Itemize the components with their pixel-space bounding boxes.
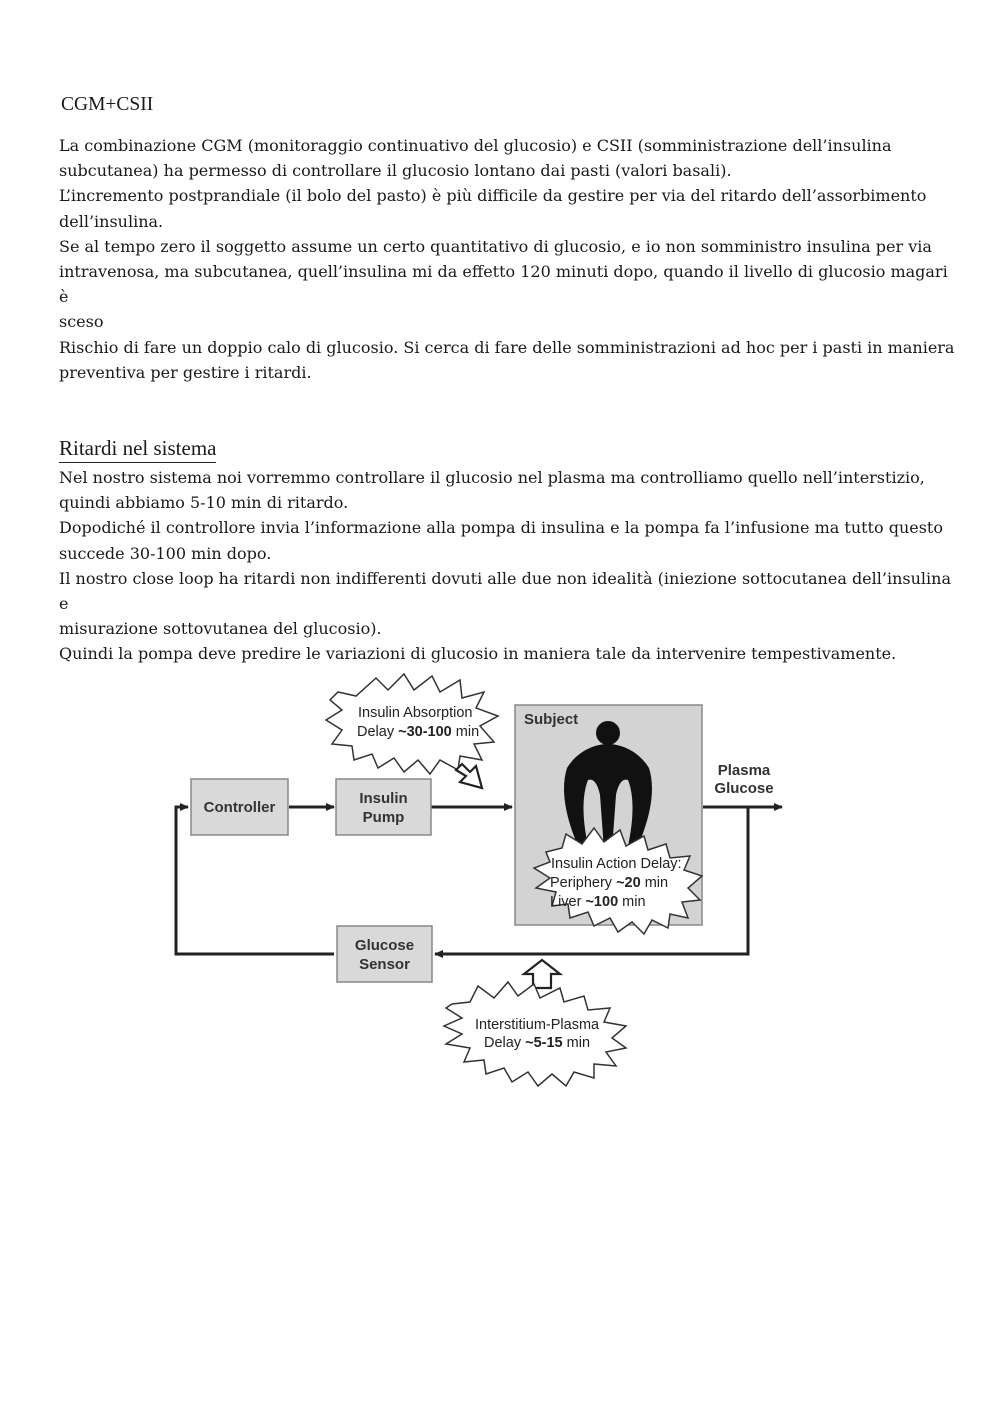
text-line: La combinazione CGM (monitoraggio continuativo del glucosio) e CSII (somministrazione dell’insulina xyxy=(59,136,892,155)
text-line: Dopodiché il controllore invia l’informazione alla pompa di insulina e la pompa fa l’infusione ma tutto questo xyxy=(59,518,943,538)
interstitium-burst xyxy=(444,982,626,1086)
action-periphery-prefix: Periphery xyxy=(550,875,617,891)
text-line: quindi abbiamo 5-10 min di ritardo. xyxy=(59,493,349,513)
absorption-value: ~30-100 xyxy=(398,724,452,740)
action-liver-prefix: Liver xyxy=(550,894,586,910)
text-line: sceso xyxy=(59,312,104,332)
action-liver-suffix: min xyxy=(618,894,646,910)
action-line-1: Insulin Action Delay: xyxy=(551,856,682,872)
interstitium-line-1: Interstitium-Plasma xyxy=(475,1017,600,1033)
insulin-pump-label-1: Insulin xyxy=(359,790,408,807)
text-line: Quindi la pompa deve predire le variazioni di glucosio in maniera tale da intervenire tempestivamente. xyxy=(59,644,897,664)
interstitium-suffix: min xyxy=(562,1035,591,1051)
output-label-2: Glucose xyxy=(714,780,774,797)
controller-block xyxy=(191,779,288,835)
action-periphery-suffix: min xyxy=(640,875,669,891)
svg-text:Periphery ~20 min xyxy=(550,875,668,891)
text-line: Se al tempo zero il soggetto assume un certo quantitativo di glucosio, e io non somministro insulina per via xyxy=(59,236,932,256)
section2-body xyxy=(59,465,959,667)
text-line: Il nostro close loop ha ritardi non indifferenti dovuti alle due non idealità (iniezione sottocutanea dell’insulina e xyxy=(59,568,951,614)
hollow-arrow-icon xyxy=(456,764,482,788)
insulin-absorption-burst xyxy=(326,674,498,774)
section-heading-ritardi: Ritardi nel sistema xyxy=(59,436,216,463)
svg-text:Delay ~30-100 min xyxy=(357,724,479,740)
absorption-line-1: Insulin Absorption xyxy=(358,705,473,721)
up-arrow-icon xyxy=(524,960,560,988)
insulin-pump-label-2: Pump xyxy=(362,809,405,826)
absorption-suffix: min xyxy=(451,724,480,740)
subject-label: Subject xyxy=(524,711,579,728)
section-heading-cgm-csii: CGM+CSII xyxy=(61,94,154,115)
glucose-sensor-block xyxy=(337,926,432,982)
text-line: succede 30-100 min dopo. xyxy=(59,543,272,563)
svg-text:Interstitium-Plasma xyxy=(475,1017,600,1033)
action-periphery-value: ~20 xyxy=(616,875,641,891)
absorption-prefix: Delay xyxy=(357,724,399,740)
interstitium-value: ~5-15 xyxy=(525,1035,563,1051)
svg-text:Insulin Absorption xyxy=(358,705,472,721)
text-line: misurazione sottovutanea del glucosio). xyxy=(59,619,382,639)
output-label-1: Plasma xyxy=(717,762,771,779)
text-line: subcutanea) ha permesso di controllare il glucosio lontano dai pasti (valori basali). xyxy=(59,161,732,181)
text-line: L’incremento postprandiale (il bolo del pasto) è più difficile da gestire per via del ritardo dell’assorbimento xyxy=(59,186,927,206)
text-line: dell’insulina. xyxy=(59,211,164,231)
svg-text:Delay ~5-15 min xyxy=(484,1035,590,1051)
text-line: intravenosa, ma subcutanea, quell’insulina mi da effetto 120 minuti dopo, quando il livello di glucosio magari è xyxy=(59,262,948,307)
action-liver-value: ~100 xyxy=(585,894,619,910)
text-line: Rischio di fare un doppio calo di glucosio. Si cerca di fare delle somministrazioni ad hoc per i pasti in maniera xyxy=(59,337,955,357)
glucose-sensor-label-1: Glucose xyxy=(354,937,415,954)
svg-text:Insulin Action Delay: xyxy=(551,856,682,872)
insulin-pump-block xyxy=(336,779,431,835)
text-line: preventiva per gestire i ritardi. xyxy=(59,362,312,382)
glucose-sensor-label-2: Sensor xyxy=(359,956,410,973)
closed-loop-diagram xyxy=(160,668,800,1088)
text-line: Nel nostro sistema noi vorremmo controllare il glucosio nel plasma ma controlliamo quello nell’interstizio, xyxy=(59,468,925,487)
controller-label: Controller xyxy=(203,799,276,816)
section1-body xyxy=(59,133,959,385)
svg-text:Liver ~100 min xyxy=(550,894,646,910)
interstitium-prefix: Delay xyxy=(484,1035,526,1051)
